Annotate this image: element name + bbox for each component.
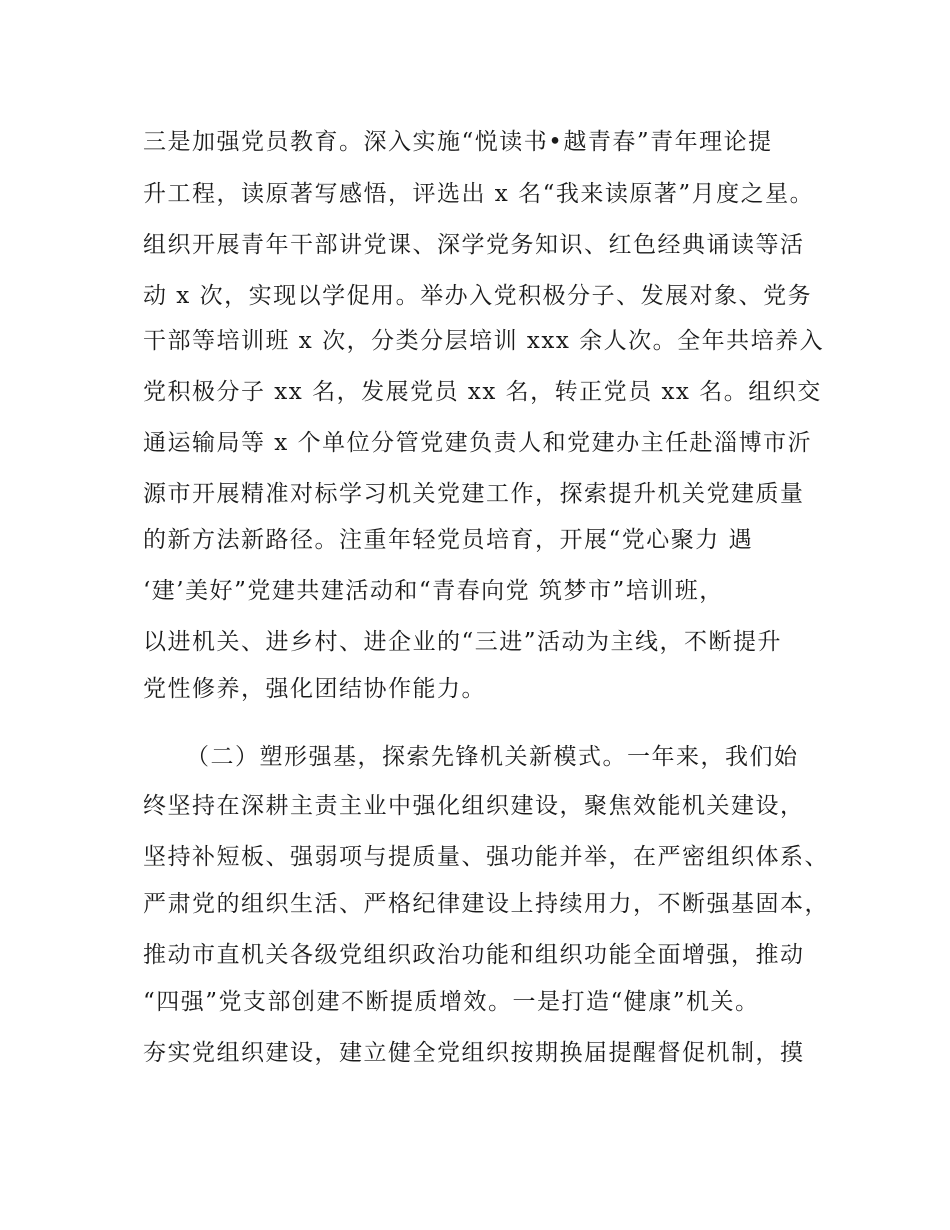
text-line: 三是加强党员教育。深入实施“悦读书•越青春”青年理论提 <box>143 129 773 155</box>
text-line: 党积极分子 xx 名，发展党员 xx 名，转正党员 xx 名。组织交 <box>143 379 822 405</box>
text-line: 干部等培训班 x 次，分类分层培训 xxx 余人次。全年共培养入 <box>143 328 825 354</box>
text-line: 的新方法新路径。注重年轻党员培育，开展“党心聚力 遇 <box>143 527 754 553</box>
text-line: 以进机关、进乡村、进企业的“三进”活动为主线，不断提升 <box>143 629 783 655</box>
text-line: 推动市直机关各级党组织政治功能和组织功能全面增强，推动 <box>143 942 805 968</box>
text-line: 严肃党的组织生活、严格纪律建设上持续用力，不断强基固本， <box>143 891 829 917</box>
text-line: 终坚持在深耕主责主业中强化组织建设，聚焦效能机关建设， <box>143 793 805 819</box>
text-line: 通运输局等 x 个单位分管党建负责人和党建办主任赴淄博市沂 <box>143 430 813 456</box>
text-line: “四强”党支部创建不断提质增效。一是打造“健康”机关。 <box>143 989 760 1015</box>
text-line: 党性修养，强化团结协作能力。 <box>143 676 486 702</box>
text-line-indented: （二）塑形强基，探索先锋机关新模式。一年来，我们始 <box>186 744 799 770</box>
text-line: 坚持补短板、强弱项与提质量、强功能并举，在严密组织体系、 <box>143 844 829 870</box>
text-line: 升工程，读原著写感悟，评选出 x 名“我来读原著”月度之星。 <box>143 181 815 207</box>
text-line: 组织开展青年干部讲党课、深学党务知识、红色经典诵读等活 <box>143 232 805 258</box>
text-line: 夯实党组织建设，建立健全党组织按期换届提醒督促机制，摸 <box>143 1040 805 1066</box>
text-line: ‘建’美好”党建共建活动和“青春向党 筑梦市”培训班， <box>143 578 724 604</box>
text-line: 动 x 次，实现以学促用。举办入党积极分子、发展对象、党务 <box>143 283 813 309</box>
text-line: 源市开展精准对标学习机关党建工作，探索提升机关党建质量 <box>143 481 805 507</box>
